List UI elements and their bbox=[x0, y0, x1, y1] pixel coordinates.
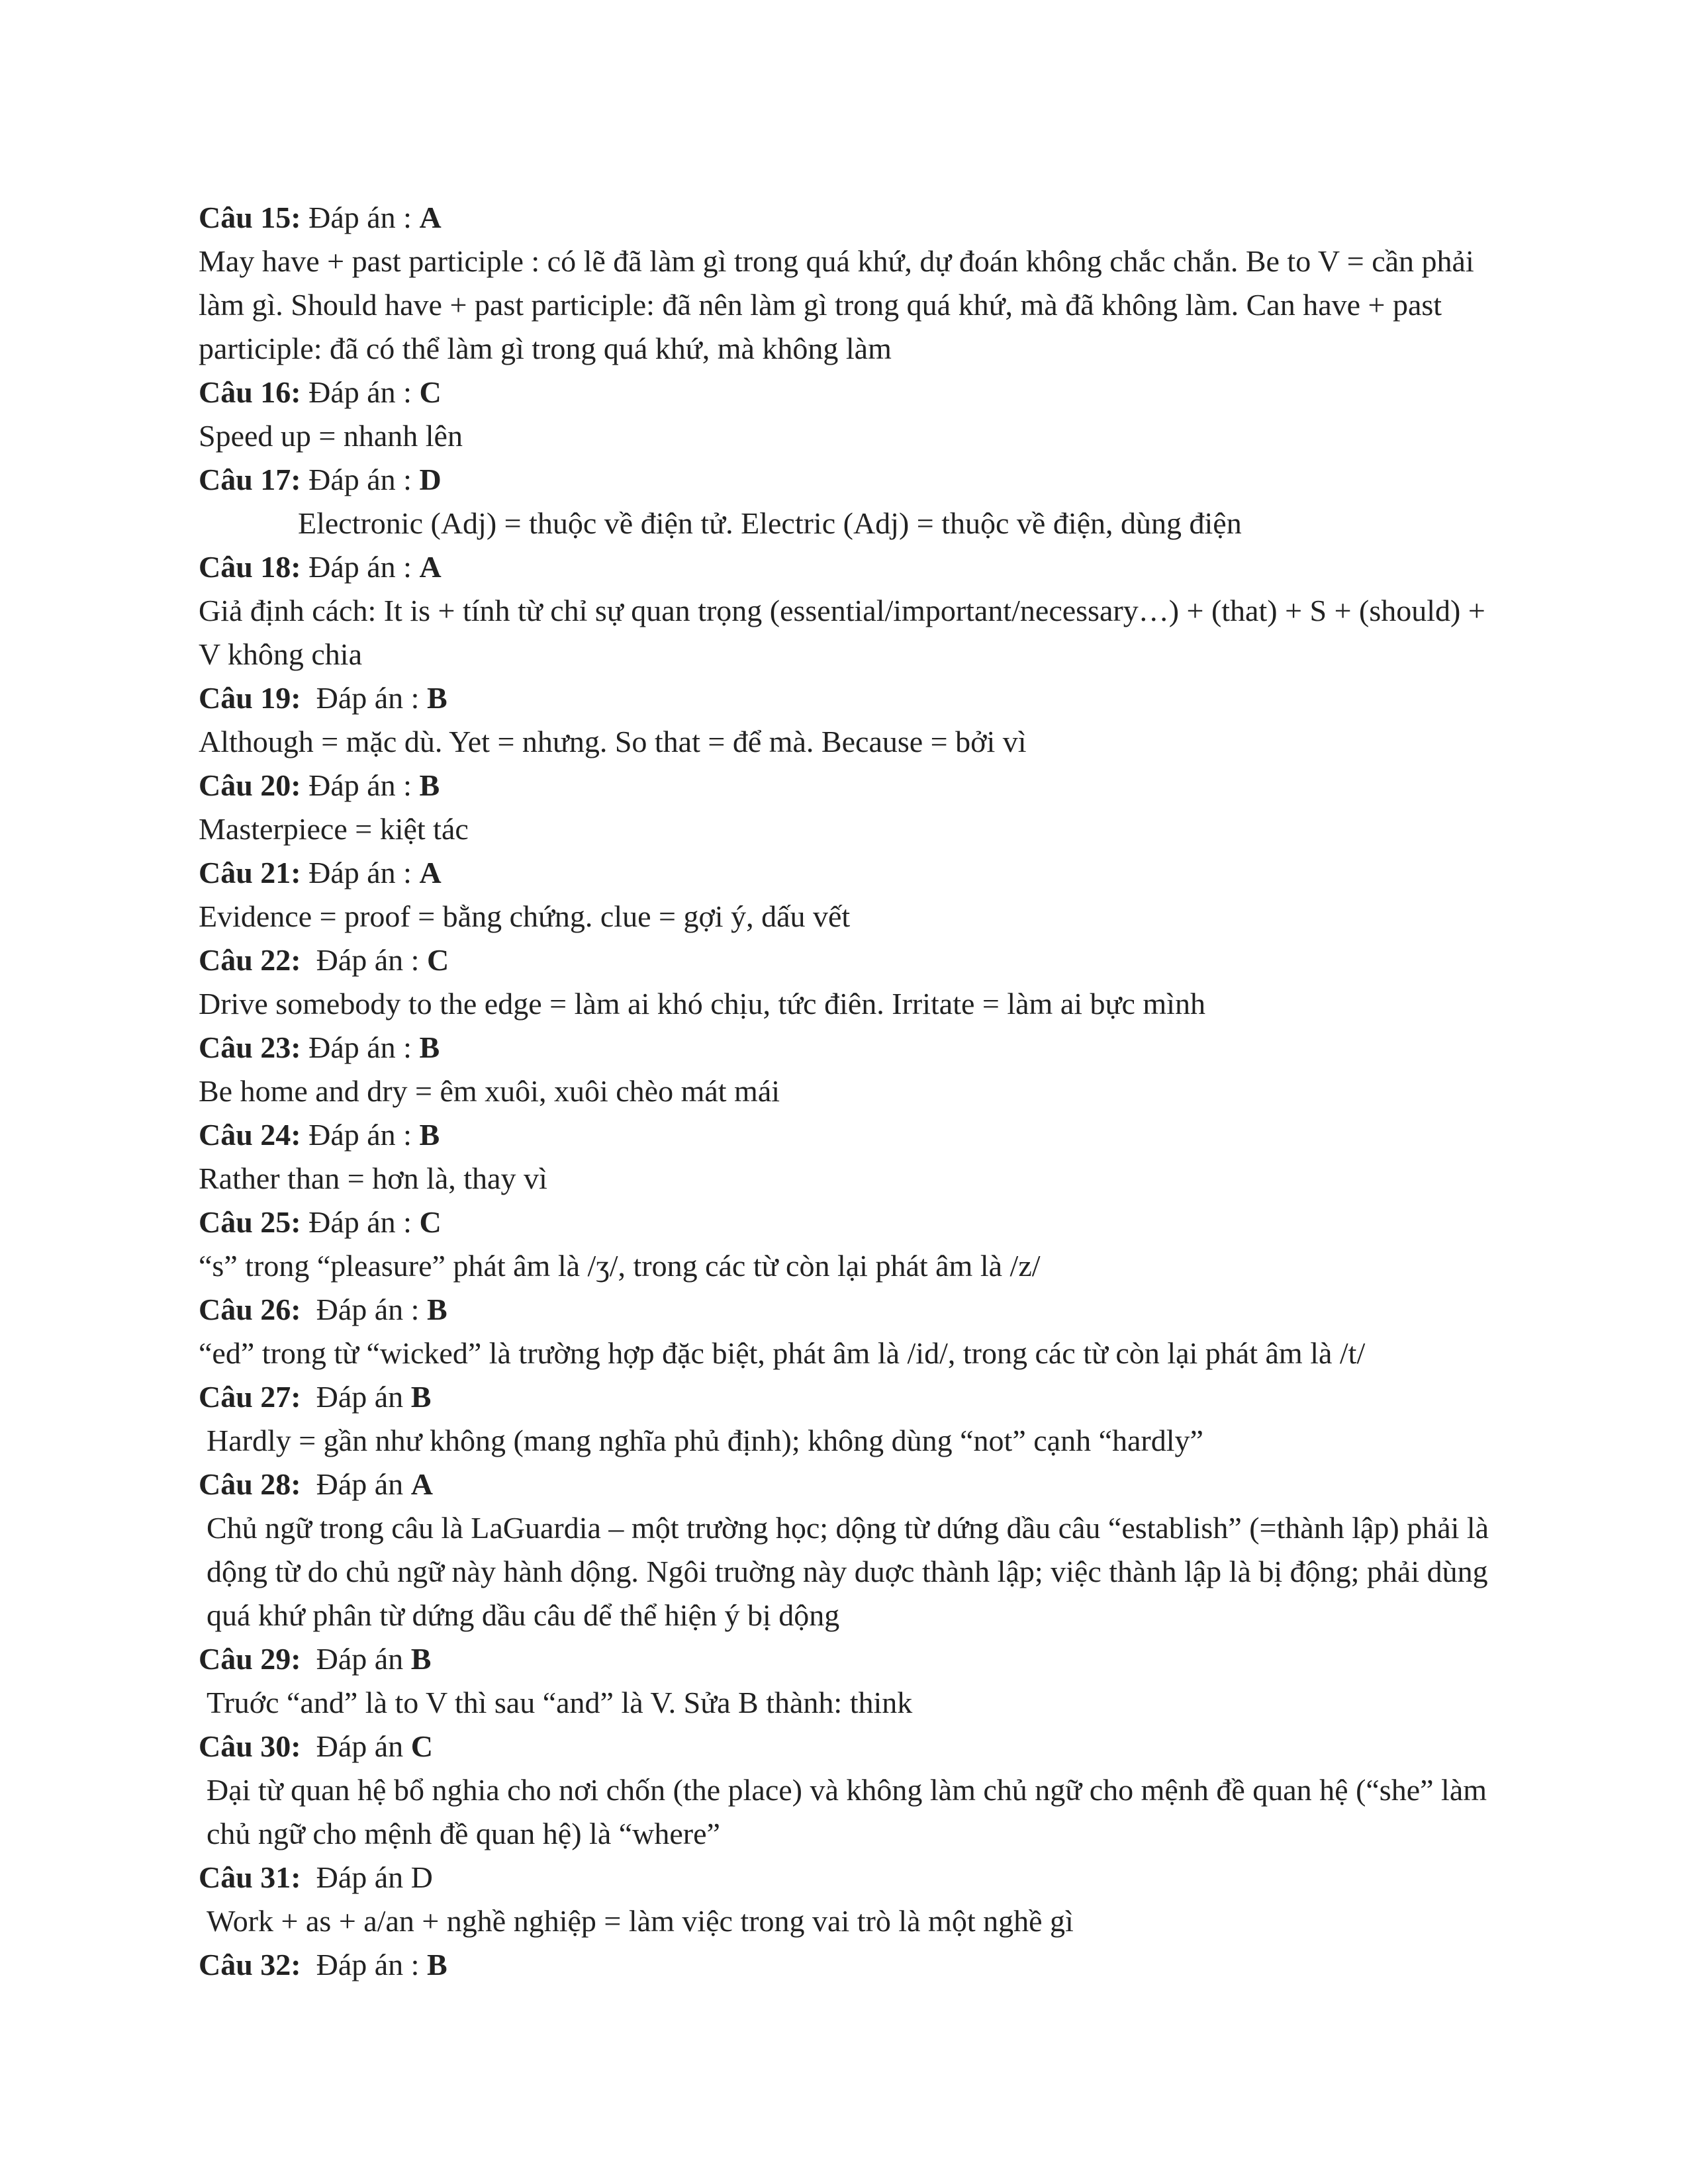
answer-prefix: Đáp án bbox=[301, 1642, 411, 1676]
answer-heading bbox=[199, 1463, 1496, 1506]
answer-prefix: Đáp án : bbox=[301, 201, 420, 234]
answer-item bbox=[199, 1637, 1496, 1725]
question-number: Câu 28: bbox=[199, 1467, 301, 1501]
answer-list bbox=[199, 196, 1496, 1987]
answer-heading bbox=[199, 1288, 1496, 1332]
answer-letter: B bbox=[410, 1642, 432, 1676]
question-number: Câu 21: bbox=[199, 856, 301, 889]
answer-item bbox=[199, 1943, 1496, 1987]
answer-prefix: Đáp án bbox=[301, 1729, 411, 1763]
answer-item bbox=[199, 1725, 1496, 1856]
question-number: Câu 27: bbox=[199, 1380, 301, 1414]
answer-explanation: Giả định cách: It is + tính từ chỉ sự quan trọng (essential/important/necessary…) + (that) + S + (should) + V không chia bbox=[199, 594, 1485, 671]
answer-heading bbox=[199, 1113, 1496, 1157]
answer-letter: C bbox=[426, 943, 449, 977]
answer-prefix: Đáp án : bbox=[301, 1030, 420, 1064]
answer-explanation: Rather than = hơn là, thay vì bbox=[199, 1161, 547, 1195]
question-number: Câu 31: bbox=[199, 1860, 301, 1894]
answer-heading bbox=[199, 764, 1496, 807]
answer-item bbox=[199, 938, 1496, 1026]
answer-explanation: Work + as + a/an + nghề nghiệp = làm việc trong vai trò là một nghề gì bbox=[207, 1904, 1074, 1938]
answer-explanation: Speed up = nhanh lên bbox=[199, 419, 463, 453]
answer-heading bbox=[199, 196, 1496, 240]
answer-heading bbox=[199, 938, 1496, 982]
answer-item bbox=[199, 676, 1496, 764]
question-number: Câu 16: bbox=[199, 375, 301, 409]
answer-item bbox=[199, 851, 1496, 938]
answer-item bbox=[199, 1113, 1496, 1201]
question-number: Câu 26: bbox=[199, 1293, 301, 1326]
answer-letter: B bbox=[426, 1293, 447, 1326]
answer-letter: B bbox=[419, 1030, 440, 1064]
answer-letter: A bbox=[419, 201, 442, 234]
question-number: Câu 18: bbox=[199, 550, 301, 584]
question-number: Câu 15: bbox=[199, 201, 301, 234]
answer-prefix: Đáp án : bbox=[301, 463, 420, 496]
answer-letter: A bbox=[419, 550, 442, 584]
answer-item bbox=[199, 458, 1496, 545]
answer-item bbox=[199, 1856, 1496, 1943]
question-number: Câu 29: bbox=[199, 1642, 301, 1676]
answer-letter: D bbox=[419, 463, 442, 496]
answer-heading bbox=[199, 676, 1496, 720]
question-number: Câu 23: bbox=[199, 1030, 301, 1064]
answer-heading bbox=[199, 1856, 1496, 1899]
question-number: Câu 22: bbox=[199, 943, 301, 977]
answer-item bbox=[199, 1201, 1496, 1288]
answer-letter: B bbox=[426, 681, 447, 715]
answer-letter: C bbox=[419, 1205, 442, 1239]
answer-prefix: Đáp án : bbox=[301, 1293, 427, 1326]
answer-explanation: Drive somebody to the edge = làm ai khó chịu, tức điên. Irritate = làm ai bực mình bbox=[199, 987, 1205, 1021]
question-number: Câu 25: bbox=[199, 1205, 301, 1239]
answer-item bbox=[199, 1463, 1496, 1637]
answer-explanation: Electronic (Adj) = thuộc về điện tử. Electric (Adj) = thuộc về điện, dùng điện bbox=[298, 506, 1242, 540]
answer-prefix: Đáp án bbox=[301, 1380, 411, 1414]
answer-heading bbox=[199, 1725, 1496, 1768]
answer-letter: C bbox=[419, 375, 442, 409]
answer-letter: B bbox=[410, 1380, 432, 1414]
answer-explanation: May have + past participle : có lẽ đã làm gì trong quá khứ, dự đoán không chắc chắn. Be to V = cần phải làm gì. Should have + past participle: đã nên làm gì trong quá khứ, mà đã không làm. Can have + past participle: đã có thể làm gì trong quá khứ, mà không làm bbox=[199, 244, 1474, 365]
question-number: Câu 24: bbox=[199, 1118, 301, 1152]
question-number: Câu 32: bbox=[199, 1948, 301, 1981]
answer-prefix: Đáp án : bbox=[301, 856, 420, 889]
answer-prefix: Đáp án D bbox=[301, 1860, 433, 1894]
answer-explanation: Masterpiece = kiệt tác bbox=[199, 812, 469, 846]
answer-explanation: Be home and dry = êm xuôi, xuôi chèo mát mái bbox=[199, 1074, 780, 1108]
answer-prefix: Đáp án : bbox=[301, 375, 420, 409]
answer-prefix: Đáp án bbox=[301, 1467, 411, 1501]
answer-heading bbox=[199, 1201, 1496, 1244]
answer-letter: B bbox=[419, 768, 440, 802]
question-number: Câu 30: bbox=[199, 1729, 301, 1763]
answer-explanation: Đại từ quan hệ bổ nghia cho nơi chốn (the place) và không làm chủ ngữ cho mệnh đề quan hệ (“she” làm chủ ngữ cho mệnh đề quan hệ) là “where” bbox=[207, 1773, 1487, 1850]
answer-prefix: Đáp án : bbox=[301, 681, 427, 715]
answer-letter: A bbox=[419, 856, 442, 889]
answer-letter: B bbox=[419, 1118, 440, 1152]
answer-prefix: Đáp án : bbox=[301, 768, 420, 802]
answer-item bbox=[199, 1026, 1496, 1113]
answer-heading bbox=[199, 851, 1496, 895]
answer-item bbox=[199, 196, 1496, 371]
answer-prefix: Đáp án : bbox=[301, 1118, 420, 1152]
answer-heading bbox=[199, 371, 1496, 414]
answer-item bbox=[199, 764, 1496, 851]
question-number: Câu 17: bbox=[199, 463, 301, 496]
answer-explanation: “ed” trong từ “wicked” là trường hợp đặc biệt, phát âm là /id/, trong các từ còn lại phát âm là /t/ bbox=[199, 1336, 1366, 1370]
answer-letter: C bbox=[410, 1729, 433, 1763]
answer-prefix: Đáp án : bbox=[301, 1205, 420, 1239]
answer-explanation: “s” trong “pleasure” phát âm là /ʒ/, trong các từ còn lại phát âm là /z/ bbox=[199, 1249, 1041, 1283]
answer-explanation: Evidence = proof = bằng chứng. clue = gợi ý, dấu vết bbox=[199, 899, 851, 933]
answer-prefix: Đáp án : bbox=[301, 1948, 427, 1981]
answer-item bbox=[199, 371, 1496, 458]
answer-explanation: Chủ ngữ trong câu là LaGuardia – một trường học; dộng từ dứng dầu câu “establish” (=thành lập) phải là dộng từ do chủ ngữ này hành dộng. Ngôi truờng này duợc thành lập; việc thành lập là bị động; phải dùng quá khứ phân từ dứng dầu câu dể thể hiện ý bị dộng bbox=[207, 1511, 1489, 1632]
answer-item bbox=[199, 1288, 1496, 1375]
question-number: Câu 20: bbox=[199, 768, 301, 802]
answer-explanation: Hardly = gần như không (mang nghĩa phủ định); không dùng “not” cạnh “hardly” bbox=[207, 1424, 1203, 1457]
answer-explanation: Although = mặc dù. Yet = nhưng. So that = để mà. Because = bởi vì bbox=[199, 725, 1027, 758]
answer-letter: A bbox=[410, 1467, 433, 1501]
answer-heading bbox=[199, 545, 1496, 589]
answer-heading bbox=[199, 1637, 1496, 1681]
answer-letter: B bbox=[426, 1948, 447, 1981]
answer-heading bbox=[199, 1375, 1496, 1419]
answer-prefix: Đáp án : bbox=[301, 943, 427, 977]
answer-item bbox=[199, 545, 1496, 676]
answer-prefix: Đáp án : bbox=[301, 550, 420, 584]
question-number: Câu 19: bbox=[199, 681, 301, 715]
answer-explanation: Truớc “and” là to V thì sau “and” là V. Sửa B thành: think bbox=[207, 1686, 913, 1719]
answer-item bbox=[199, 1375, 1496, 1463]
answer-heading bbox=[199, 458, 1496, 502]
answer-heading bbox=[199, 1943, 1496, 1987]
answer-heading bbox=[199, 1026, 1496, 1069]
